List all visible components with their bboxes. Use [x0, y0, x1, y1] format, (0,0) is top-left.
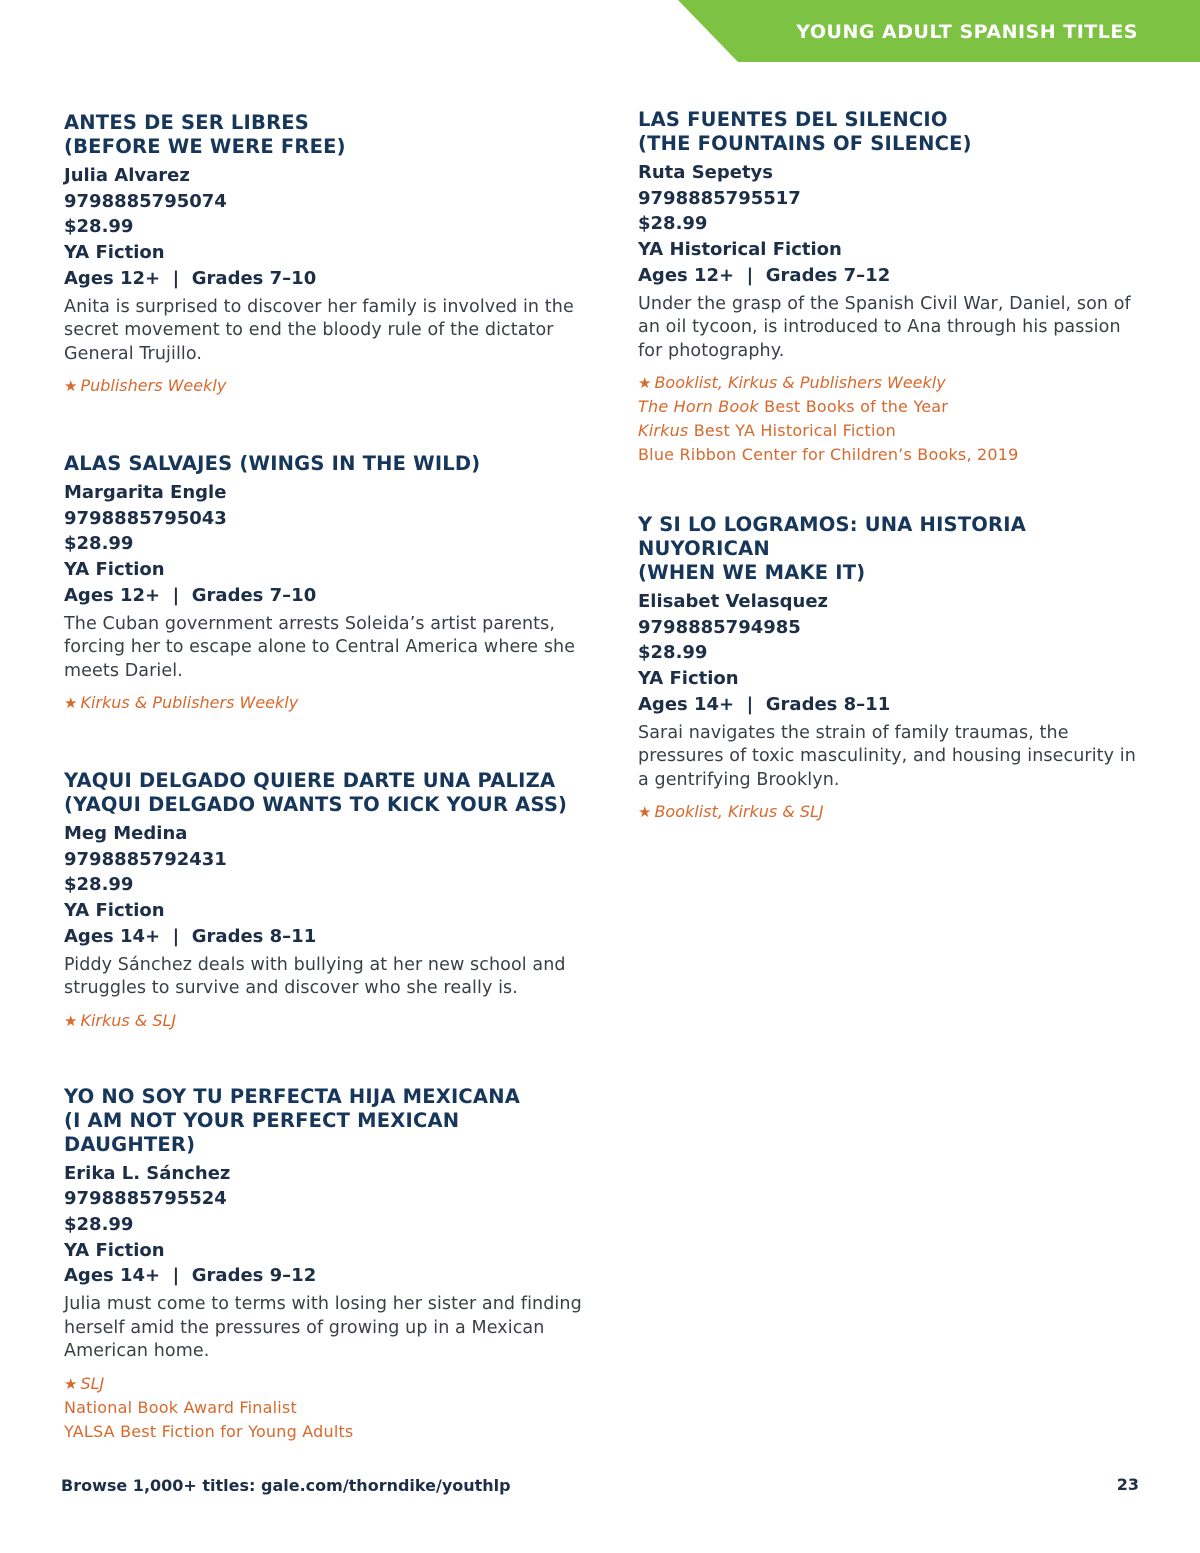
book-price: $28.99	[64, 874, 134, 896]
book-genre: YA Fiction	[64, 1239, 165, 1261]
book-isbn: 9798885795517	[638, 187, 801, 209]
starred-review-text: Booklist, Kirkus & SLJ	[654, 802, 824, 822]
book-title	[64, 769, 584, 817]
book-author: Meg Medina	[64, 823, 188, 845]
star-icon: ★	[64, 377, 78, 396]
book-title	[64, 1085, 584, 1157]
book-price: $28.99	[638, 213, 708, 235]
book-author: Elisabet Velasquez	[638, 591, 829, 613]
right-column	[638, 108, 1148, 874]
award: YALSA Best Fiction for Young Adults	[64, 1421, 354, 1441]
star-icon: ★	[64, 1374, 78, 1393]
book-author: Julia Alvarez	[64, 165, 190, 186]
book-genre: YA Fiction	[64, 900, 165, 922]
book-meta	[64, 821, 584, 950]
book-meta	[64, 163, 584, 292]
award-source: The Horn Book	[638, 397, 759, 417]
starred-review	[64, 374, 584, 398]
book-author: Erika L. Sánchez	[64, 1162, 231, 1184]
book-awards	[638, 800, 1148, 824]
book-title-line: LAS FUENTES DEL SILENCIO	[638, 108, 948, 131]
book-title-line: (I AM NOT YOUR PERFECT MEXICAN DAUGHTER)	[64, 1108, 460, 1156]
starred-review	[64, 1009, 584, 1033]
book-title	[638, 513, 1148, 585]
book-genre: YA Historical Fiction	[638, 239, 842, 261]
book-ages: Ages 14+ | Grades 8–11	[64, 925, 317, 947]
book-ages: Ages 12+ | Grades 7–12	[638, 264, 891, 286]
browse-link[interactable]: Browse 1,000+ titles: gale.com/thorndike/youthlp	[61, 1476, 511, 1495]
book-entry	[638, 108, 1148, 467]
book-awards	[64, 1372, 584, 1444]
book-title-line: (YAQUI DELGADO WANTS TO KICK YOUR ASS)	[64, 793, 568, 817]
starred-review-text: Booklist, Kirkus & Publishers Weekly	[654, 373, 946, 393]
book-title	[64, 452, 584, 476]
book-price: $28.99	[638, 642, 708, 664]
book-isbn: 9798885795524	[64, 1188, 227, 1210]
book-description: Anita is surprised to discover her family is involved in the secret movement to end the bloody rule of the dictator General Trujillo.	[64, 296, 574, 364]
starred-review	[64, 1372, 584, 1396]
book-awards	[64, 691, 584, 715]
book-title	[638, 108, 1148, 156]
section-title: YOUNG ADULT SPANISH TITLES	[796, 21, 1138, 43]
starred-review-text: SLJ	[80, 1373, 105, 1393]
book-entry	[64, 111, 584, 398]
award-source: Kirkus	[638, 421, 689, 441]
star-icon: ★	[64, 694, 78, 713]
book-description: The Cuban government arrests Soleida’s artist parents, forcing her to escape alone to Central America where she meets Dariel.	[64, 613, 576, 681]
starred-review-text: Kirkus & Publishers Weekly	[80, 693, 299, 713]
award: Blue Ribbon Center for Children’s Books, 2019	[638, 445, 1019, 465]
star-icon: ★	[64, 1011, 78, 1030]
book-author: Ruta Sepetys	[638, 162, 774, 183]
book-isbn: 9798885794985	[638, 616, 801, 638]
book-entry	[638, 513, 1148, 824]
book-entry	[64, 452, 584, 715]
book-ages: Ages 12+ | Grades 7–10	[64, 584, 317, 606]
book-awards	[64, 1009, 584, 1033]
book-price: $28.99	[64, 216, 134, 238]
book-author: Margarita Engle	[64, 482, 227, 504]
book-title-line: YO NO SOY TU PERFECTA HIJA MEXICANA	[64, 1084, 521, 1108]
book-entry	[64, 769, 584, 1033]
book-title-line: ANTES DE SER LIBRES	[64, 111, 310, 134]
book-meta	[64, 480, 584, 609]
book-meta	[638, 589, 1148, 718]
book-genre: YA Fiction	[64, 559, 165, 581]
award	[638, 395, 1148, 419]
starred-review	[64, 691, 584, 715]
book-ages: Ages 12+ | Grades 7–10	[64, 267, 317, 289]
book-meta	[64, 1161, 584, 1290]
book-title-line: ALAS SALVAJES (WINGS IN THE WILD)	[64, 452, 481, 476]
book-description: Under the grasp of the Spanish Civil War, Daniel, son of an oil tycoon, is introduced to Ana through his passion for photography.	[638, 293, 1131, 361]
award-text: Best YA Historical Fiction	[688, 421, 896, 441]
book-awards	[638, 371, 1148, 467]
book-title-line: (BEFORE WE WERE FREE)	[64, 135, 346, 158]
book-title-line: (WHEN WE MAKE IT)	[638, 561, 866, 585]
book-title-line: (THE FOUNTAINS OF SILENCE)	[638, 132, 972, 155]
book-title	[64, 111, 584, 159]
book-description: Julia must come to terms with losing her sister and finding herself amid the pressures of growing up in a Mexican American home.	[64, 1294, 582, 1362]
book-price: $28.99	[64, 1213, 134, 1235]
book-meta	[638, 160, 1148, 289]
star-icon: ★	[638, 803, 652, 822]
left-column	[64, 111, 584, 1494]
book-title-line: Y SI LO LOGRAMOS: UNA HISTORIA NUYORICAN	[638, 513, 1027, 561]
starred-review-text: Kirkus & SLJ	[80, 1010, 177, 1030]
starred-review	[638, 800, 1148, 824]
book-ages: Ages 14+ | Grades 8–11	[638, 693, 891, 715]
book-genre: YA Fiction	[638, 668, 739, 690]
page-number: 23	[1116, 1475, 1139, 1494]
award-text: Best Books of the Year	[758, 397, 949, 417]
award: National Book Award Finalist	[64, 1397, 297, 1417]
book-ages: Ages 14+ | Grades 9–12	[64, 1265, 317, 1287]
book-isbn: 9798885792431	[64, 848, 227, 870]
starred-review-text: Publishers Weekly	[80, 376, 227, 396]
book-description: Sarai navigates the strain of family traumas, the pressures of toxic masculinity, and housing insecurity in a gentrifying Brooklyn.	[638, 722, 1136, 790]
book-isbn: 9798885795074	[64, 190, 227, 212]
award	[638, 419, 1148, 443]
book-description: Piddy Sánchez deals with bullying at her new school and struggles to survive and discover who she really is.	[64, 954, 566, 999]
star-icon: ★	[638, 374, 652, 393]
book-entry	[64, 1085, 584, 1444]
book-title-line: YAQUI DELGADO QUIERE DARTE UNA PALIZA	[64, 769, 556, 793]
book-price: $28.99	[64, 533, 134, 555]
book-awards	[64, 374, 584, 398]
book-isbn: 9798885795043	[64, 507, 227, 529]
starred-review	[638, 371, 1148, 395]
book-genre: YA Fiction	[64, 242, 165, 264]
